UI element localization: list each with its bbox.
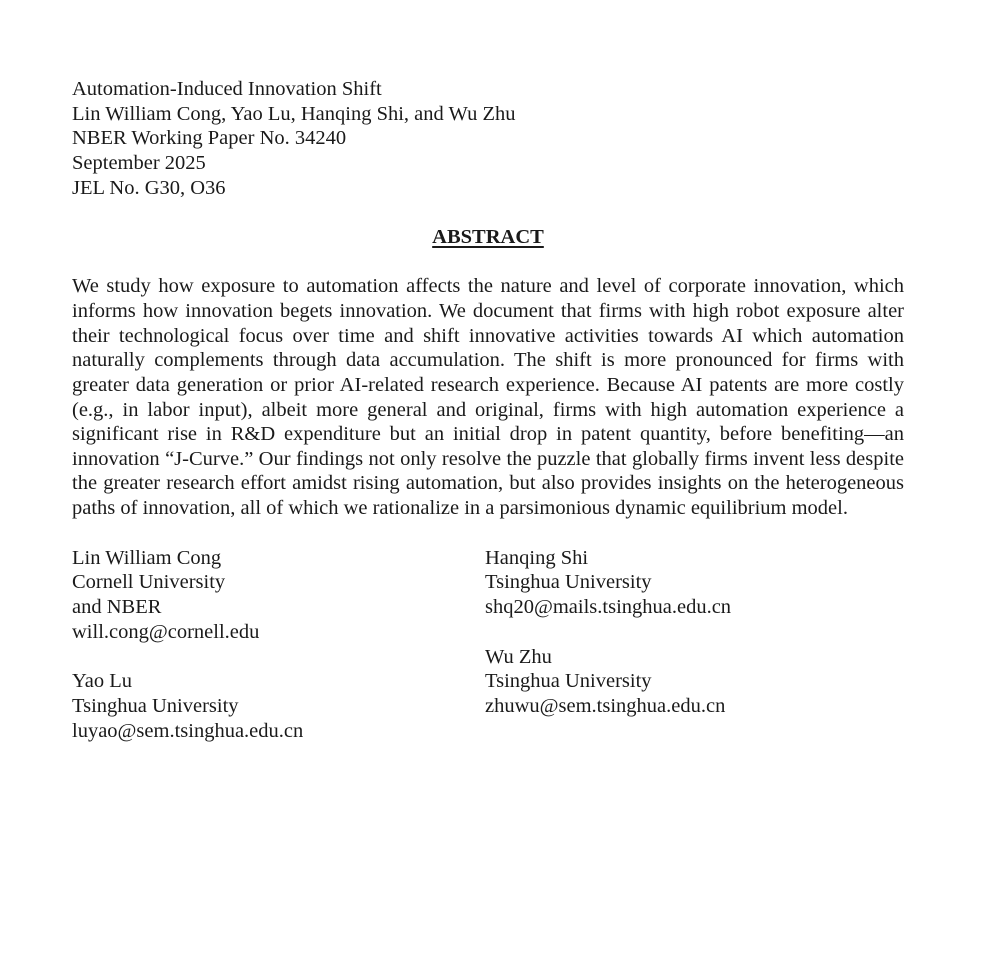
- abstract-heading: ABSTRACT: [432, 225, 544, 248]
- paper-cover-page: [72, 77, 904, 746]
- abstract-body: We study how exposure to automation affects the nature and level of corporate innovation, which informs how innovation begets innovation. We document that firms with high robot exposure alter their technological focus over time and shift innovative activities towards AI which automation naturally complements through data accumulation. The shift is more pronounced for firms with greater data generation or prior AI-related research experience. Because AI patents are more costly (e.g., in labor input), albeit more general and original, firms with high automation experience a significant rise in R&D expenditure but an initial drop in patent quantity, before benefiting—an innovation “J-Curve.” Our findings not only resolve the puzzle that globally firms invent less despite the greater research effort amidst rising automation, but also provides insights on the heterogeneous paths of innovation, all of which we rationalize in a parsimonious dynamic equilibrium model.: [72, 275, 904, 520]
- author-affiliations: [72, 546, 904, 746]
- author-column-right: [485, 546, 731, 744]
- author-name: Yao Lu: [72, 670, 132, 693]
- author-affiliation: Tsinghua University: [72, 694, 239, 717]
- author-affiliation-secondary: and NBER: [72, 596, 162, 619]
- author-email: luyao@sem.tsinghua.edu.cn: [72, 719, 304, 742]
- paper-series: NBER Working Paper No. 34240: [72, 127, 347, 150]
- author-card: [72, 669, 303, 743]
- author-affiliation: Cornell University: [72, 571, 226, 594]
- paper-date: September 2025: [72, 152, 206, 175]
- author-card: [485, 645, 731, 719]
- author-email: will.cong@cornell.edu: [72, 620, 260, 643]
- author-email: zhuwu@sem.tsinghua.edu.cn: [485, 694, 726, 717]
- author-email: shq20@mails.tsinghua.edu.cn: [485, 596, 732, 619]
- author-name: Hanqing Shi: [485, 546, 589, 569]
- paper-title: Automation-Induced Innovation Shift: [72, 78, 382, 100]
- author-column-left: [72, 546, 303, 768]
- author-card: [485, 546, 731, 620]
- author-card: [72, 546, 303, 645]
- paper-jel-codes: JEL No. G30, O36: [72, 176, 226, 199]
- paper-authors-line: Lin William Cong, Yao Lu, Hanqing Shi, and Wu Zhu: [72, 102, 516, 125]
- author-name: Lin William Cong: [72, 546, 222, 569]
- author-affiliation: Tsinghua University: [485, 571, 652, 594]
- author-affiliation: Tsinghua University: [485, 670, 652, 693]
- paper-header: [72, 77, 904, 201]
- author-name: Wu Zhu: [485, 645, 552, 668]
